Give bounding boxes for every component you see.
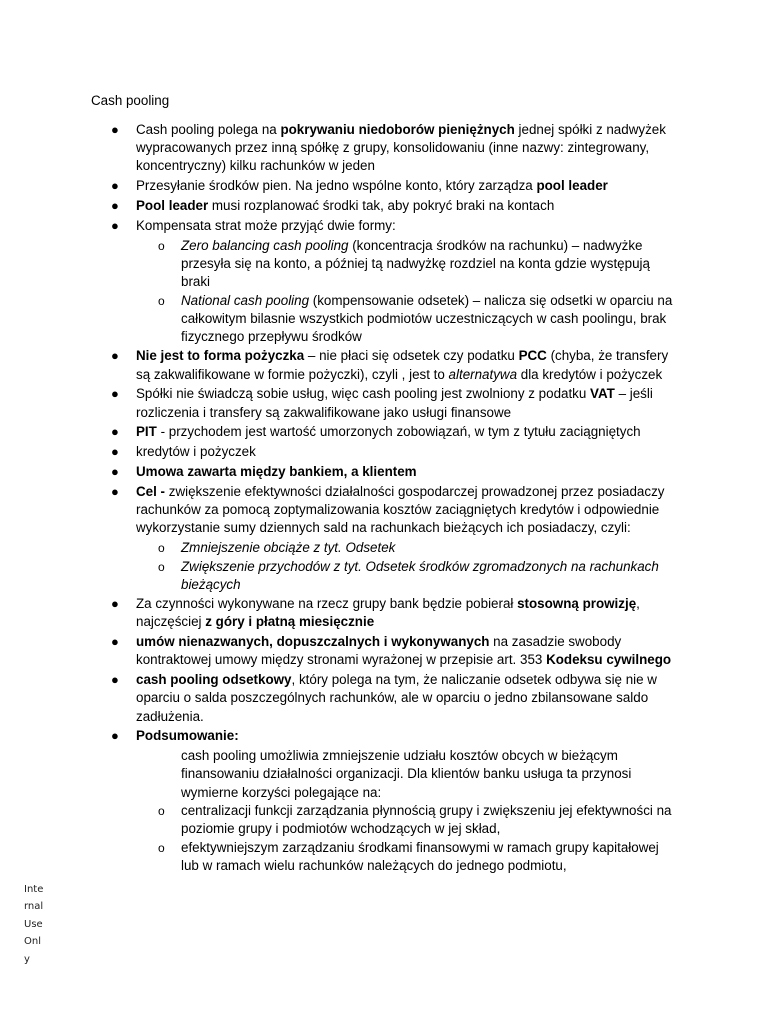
bullet-icon: ● [111, 198, 119, 213]
bullet-icon: ● [111, 464, 119, 479]
hollow-bullet-icon: o [158, 803, 165, 818]
bullet-icon: ● [111, 728, 119, 744]
text: efektywniejszym zarządzaniu środkami finansowymi w ramach grupy kapitałowej lub w ramach wielu rachunków należących do jednego podmiotu, [181, 840, 659, 874]
text: (koncentracja środków na rachunku) – nadwyżke przesyła się na konto, a później tą nadwyżkę rozdziel na konta gdzie występują braki [181, 237, 650, 289]
sub-list-item [0, 839, 678, 875]
text: Przesyłanie środków pien. Na jedno wspólne konto, który zarządza [136, 178, 537, 194]
list-item [0, 463, 678, 481]
bullet-icon: ● [111, 386, 119, 402]
text: – nie płaci się odsetek czy podatku [304, 348, 519, 364]
bold-text: PIT [136, 424, 157, 440]
bold-text: Cel - [136, 483, 166, 499]
list-item [0, 423, 678, 441]
list-item [0, 483, 678, 538]
summary-paragraph: cash pooling umożliwia zmniejszenie udziału kosztów obcych w bieżącym finansowaniu działalności organizacji. Dla klientów banku usługa ta przynosi wymierne korzyści polegające na: [181, 748, 632, 800]
bullet-icon: ● [111, 178, 119, 194]
hollow-bullet-icon: o [158, 238, 165, 253]
bold-text: VAT [590, 386, 615, 402]
document-title: Cash pooling [91, 93, 170, 108]
italic-text: Zero balancing cash pooling [181, 237, 349, 253]
text: na zasadzie swobody kontraktowej umowy między stronami wyrażonej w przepisie art. 353 [136, 634, 622, 668]
text: (kompensowanie odsetek) – nalicza się odsetki w oparciu na całkowitym bilasnie wszystkich podmiotów uczestniczących w cash poolingu, brak fizycznego przepływu środków [181, 293, 673, 345]
hollow-bullet-icon: o [158, 294, 165, 308]
sub-list-item [0, 539, 678, 557]
bold-text: Nie jest to forma pożyczka [136, 348, 305, 364]
text: zwiększenie efektywności działalności gospodarczej prowadzonej przez posiadaczy rachunków za pomocą zoptymalizowania kosztów zaciągniętych kredytów i odpowiednie wykorzystanie sumy dziennych sald na rachunkach bieżących ich posiadaczy, czyli: [136, 483, 665, 536]
text: Cash pooling polega na [136, 122, 281, 137]
sub-list-item [0, 558, 678, 594]
bold-text: Umowa zawarta między bankiem, a klientem [136, 464, 417, 479]
bold-text: stosowną prowizję [517, 596, 637, 612]
bold-text: Podsumowanie: [136, 728, 239, 744]
list-item [0, 197, 678, 215]
text: musi rozplanować środki tak, aby pokryć braki na kontach [208, 198, 555, 213]
text: , który polega na tym, że naliczanie odsetek odbywa się nie w oparciu o salda poszczególnych rachunków, ale w oparciu o jedno zbilansowane saldo zadłużenia. [136, 672, 657, 724]
list-item [0, 727, 678, 745]
bold-text: cash pooling odsetkowy [136, 672, 292, 688]
text: , najczęściej [136, 596, 640, 630]
bold-text: Kodeksu cywilnego [546, 652, 672, 668]
bullet-icon: ● [111, 596, 119, 612]
bold-text: PCC [518, 348, 547, 364]
list-item [0, 121, 678, 176]
list-item [0, 595, 678, 631]
italic-text: Zwiększenie przychodów z tyt. Odsetek środków zgromadzonych na rachunkach bieżących [181, 559, 659, 593]
bold-text: pokrywaniu niedoborów pieniężnych [280, 122, 515, 137]
text: dla kredytów i pożyczek [517, 366, 663, 382]
list-item [0, 385, 678, 421]
italic-text: alternatywa [448, 366, 518, 382]
list-item [0, 177, 678, 195]
bullet-icon: ● [111, 122, 119, 137]
bullet-icon: ● [111, 348, 119, 364]
list-item [0, 671, 678, 726]
list-item [0, 443, 678, 461]
hollow-bullet-icon: o [158, 541, 165, 555]
bullet-icon: ● [111, 217, 119, 233]
bold-text: umów nienazwanych, dopuszczalnych i wykonywanych [136, 634, 490, 650]
hollow-bullet-icon: o [158, 560, 165, 574]
sub-list-item [0, 802, 678, 838]
bullet-icon: ● [111, 424, 119, 440]
text: (chyba, że transfery są zakwalifikowane w formie pożyczki), czyli , jest to [136, 348, 669, 382]
text: Za czynności wykonywane na rzecz grupy bank będzie pobierał [136, 596, 518, 612]
sub-list-item [0, 292, 678, 347]
text: jednej spółki z nadwyżek wypracowanych przez inną spółkę z grupy, konsolidowaniu (inne nazwy: zintegrowany, koncentryczny) kilku rachunków w jeden [136, 122, 666, 174]
list-item [0, 633, 678, 669]
classification-label: Internal Use Only [24, 884, 44, 965]
text: - przychodem jest wartość umorzonych zobowiązań, w tym z tytułu zaciągniętych [156, 424, 641, 440]
bold-text: z góry i płatną miesięcznie [205, 614, 375, 630]
hollow-bullet-icon: o [158, 841, 165, 856]
text: Kompensata strat może przyjąć dwie formy: [136, 217, 396, 233]
text: – jeśli rozliczenia i transfery są zakwalifikowane jako usługi finansowe [136, 386, 653, 420]
text: Spółki nie świadczą sobie usług, więc cash pooling jest zwolniony z podatku [136, 386, 591, 402]
bullet-icon: ● [111, 444, 119, 460]
bullet-icon: ● [111, 634, 119, 650]
list-item [0, 347, 678, 383]
list-item [0, 217, 678, 235]
bullet-icon: ● [111, 672, 119, 688]
bullet-list [0, 121, 768, 876]
text: kredytów i pożyczek [136, 444, 256, 460]
sub-list-item [0, 237, 678, 292]
italic-text: Zmniejszenie obciąże z tyt. Odsetek [181, 540, 396, 555]
bold-text: Pool leader [136, 198, 209, 213]
text: centralizacji funkcji zarządzania płynnością grupy i zwiększeniu jej efektywności na poziomie grupy i podmiotów wchodzących w jej skład, [181, 802, 672, 837]
bullet-icon: ● [111, 483, 119, 499]
bold-text: pool leader [536, 178, 608, 194]
italic-text: National cash pooling [181, 293, 310, 308]
